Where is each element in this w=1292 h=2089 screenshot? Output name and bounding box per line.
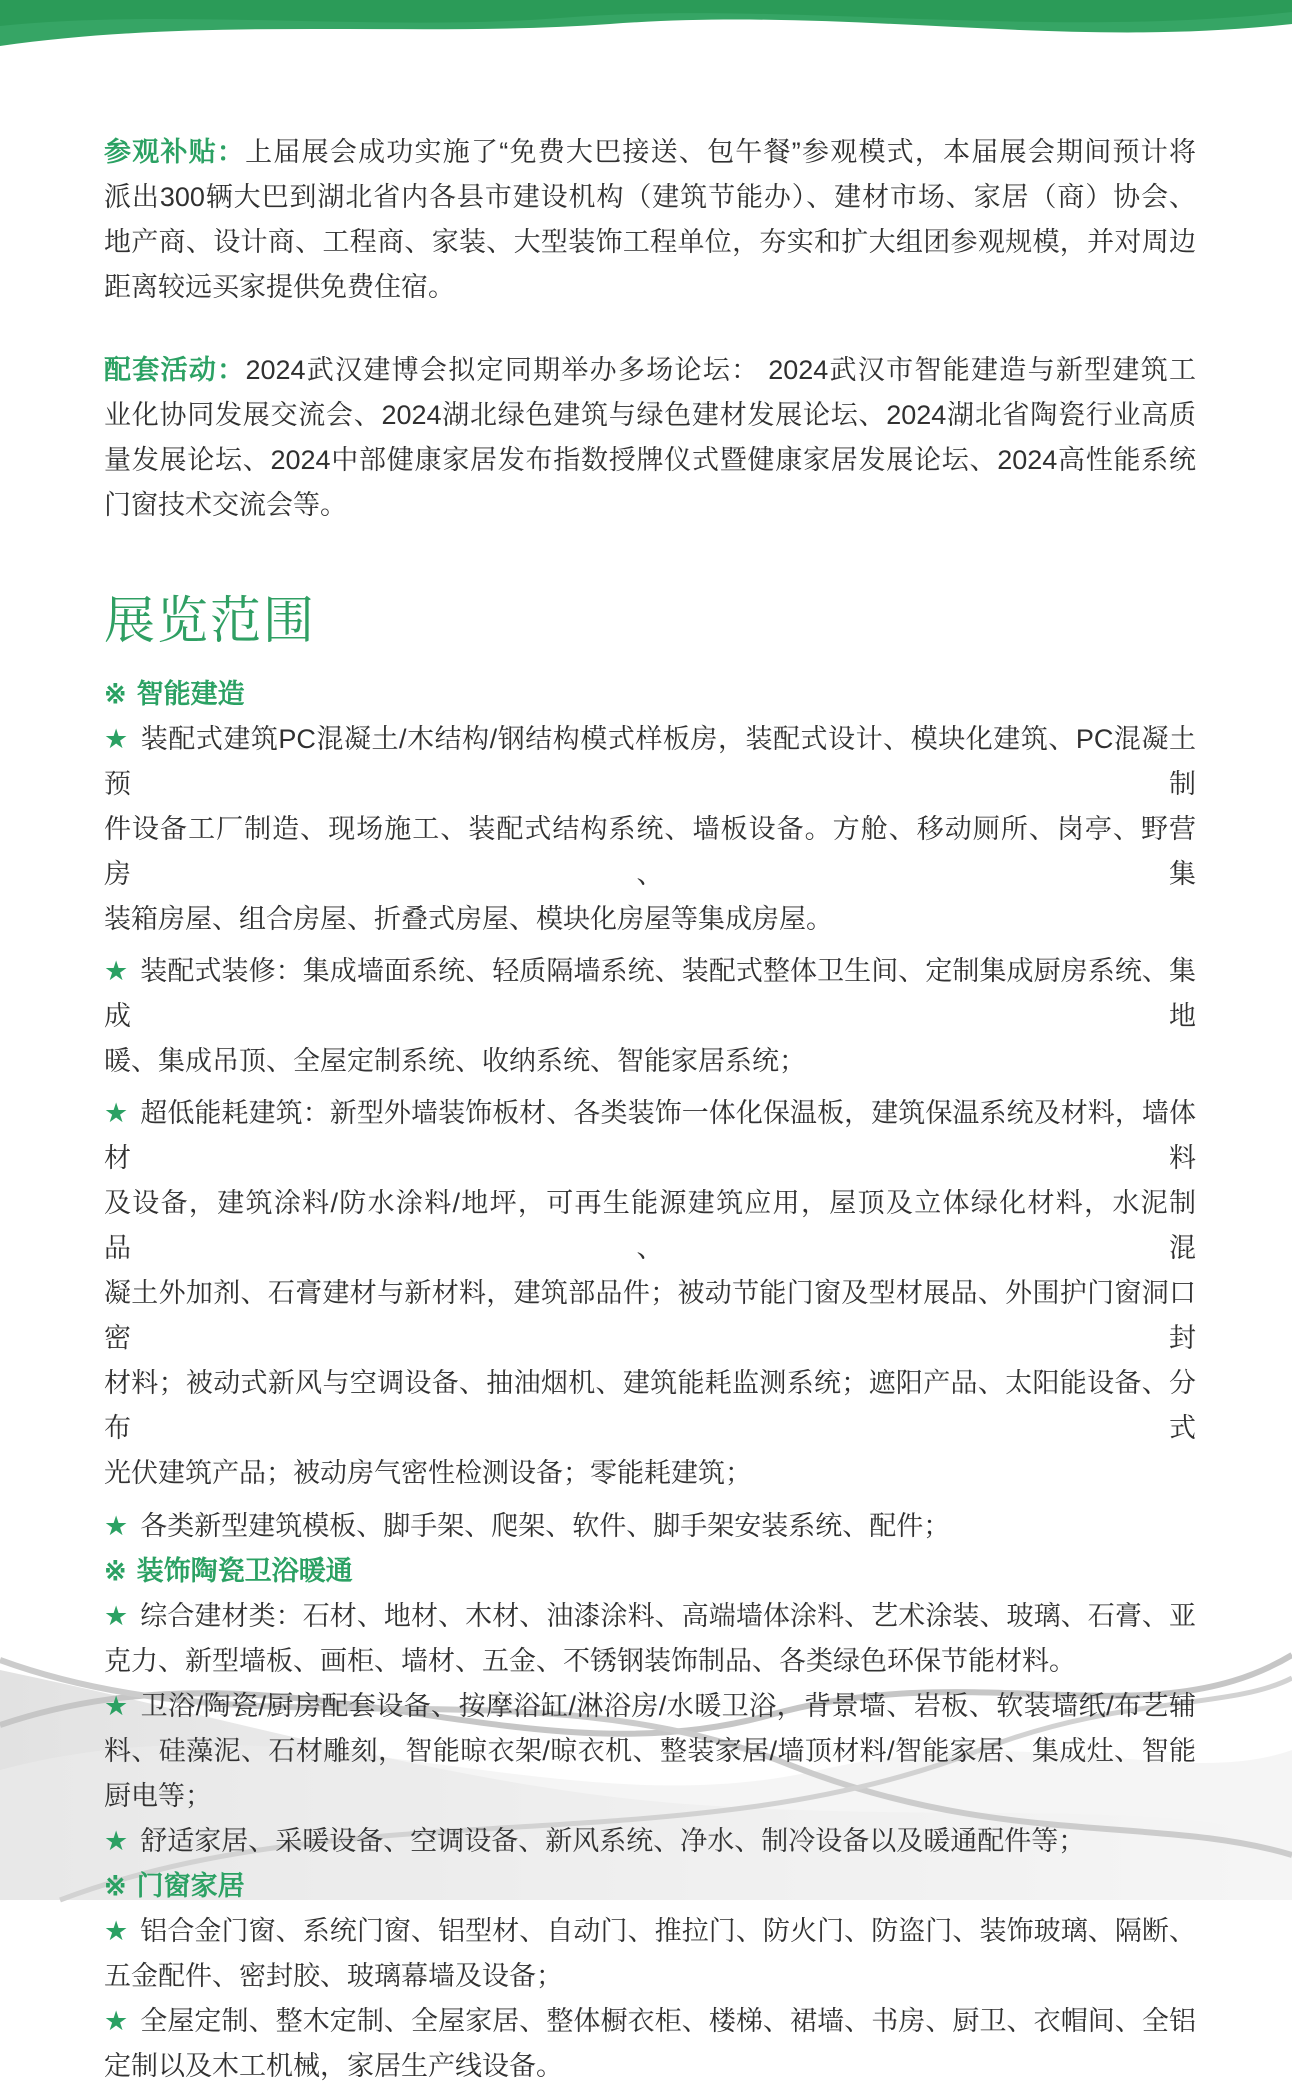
bullet-text: 超低能耗建筑：新型外墙装饰板材、各类装饰一体化保温板，建筑保温系统及材料，墙体材料 (104, 1098, 1196, 1173)
star-icon: ★ (104, 1601, 129, 1631)
bullet-text: 综合建材类：石材、地材、木材、油漆涂料、高端墙体涂料、艺术涂装、玻璃、石膏、亚 (140, 1601, 1196, 1631)
paragraph-line: 门窗技术交流会等。 (104, 490, 347, 520)
bullet-line: 及设备，建筑涂料/防水涂料/地坪，可再生能源建筑应用，屋顶及立体绿化材料，水泥制品、混 (104, 1188, 1196, 1263)
bullet-line: 装箱房屋、组合房屋、折叠式房屋、模块化房屋等集成房屋。 (104, 904, 833, 934)
bullet-line: 克力、新型墙板、画柜、墙材、五金、不锈钢装饰制品、各类绿色环保节能材料。 (104, 1646, 1076, 1676)
paragraph-line (104, 348, 1196, 393)
bullet-text: 卫浴/陶瓷/厨房配套设备、按摩浴缸/淋浴房/水暖卫浴，背景墙、岩板、软装墙纸/布艺辅 (140, 1691, 1196, 1721)
bullet-line: 光伏建筑产品；被动房气密性检测设备；零能耗建筑； (104, 1458, 752, 1488)
star-icon: ★ (104, 2006, 129, 2036)
bullet-item (104, 1909, 1196, 1999)
bullet-line: 件设备工厂制造、现场施工、装配式结构系统、墙板设备。方舱、移动厕所、岗亭、野营房、集 (104, 814, 1196, 889)
bullet-text: 各类新型建筑模板、脚手架、爬架、软件、脚手架安装系统、配件； (140, 1511, 951, 1541)
paragraph-line: 量发展论坛、2024中部健康家居发布指数授牌仪式暨健康家居发展论坛、2024高性能系统 (104, 445, 1196, 475)
paragraph-line (104, 130, 1196, 175)
bullet-line (104, 1594, 1196, 1639)
paragraph-line: 派出300辆大巴到湖北省内各县市建设机构（建筑节能办）、建材市场、家居（商）协会、 (104, 182, 1196, 212)
bullet-item (104, 1594, 1196, 1684)
category-title: 装饰陶瓷卫浴暖通 (136, 1556, 353, 1586)
bullet-item (104, 1504, 1196, 1549)
visit-subsidy-paragraph (104, 130, 1196, 310)
bullet-text: 全屋定制、整木定制、全屋家居、整体橱衣柜、楼梯、裙墙、书房、厨卫、衣帽间、全铝 (140, 2006, 1196, 2036)
bullet-line: 定制以及木工机械，家居生产线设备。 (104, 2051, 563, 2081)
star-icon: ★ (104, 1826, 129, 1856)
bullet-item (104, 1999, 1196, 2089)
star-icon: ★ (104, 1916, 129, 1946)
visit-subsidy-label: 参观补贴： (104, 137, 246, 167)
bullet-line (104, 1091, 1196, 1181)
bullet-line (104, 717, 1196, 807)
bullet-line: 暖、集成吊顶、全屋定制系统、收纳系统、智能家居系统； (104, 1046, 806, 1076)
star-icon: ★ (104, 1098, 129, 1128)
bullet-line: 厨电等； (104, 1781, 212, 1811)
bullet-line (104, 1684, 1196, 1729)
exhibit-scope-list (104, 672, 1196, 2089)
category-header-ceramics-sanitary-hvac (104, 1549, 1196, 1594)
paragraph-line: 地产商、设计商、工程商、家装、大型装饰工程单位，夯实和扩大组团参观规模，并对周边 (104, 227, 1196, 257)
page-title: 展览范围 (104, 592, 317, 649)
bullet-line (104, 949, 1196, 1039)
paragraph-line: 业化协同发展交流会、2024湖北绿色建筑与绿色建材发展论坛、2024湖北省陶瓷行业高质 (104, 400, 1196, 430)
star-icon: ★ (104, 1691, 129, 1721)
bullet-line: 材料；被动式新风与空调设备、抽油烟机、建筑能耗监测系统；遮阳产品、太阳能设备、分布式 (104, 1368, 1196, 1443)
bullet-line: 料、硅藻泥、石材雕刻，智能晾衣架/晾衣机、整装家居/墙顶材料/智能家居、集成灶、智能 (104, 1736, 1196, 1766)
paragraph-text: 上届展会成功实施了“免费大巴接送、包午餐”参观模式，本届展会期间预计将 (245, 137, 1196, 167)
section-marker-icon: ※ (104, 1871, 127, 1901)
supporting-events-label: 配套活动： (104, 355, 246, 385)
top-wave-decoration (0, 0, 1292, 58)
bullet-item (104, 717, 1196, 942)
bullet-item (104, 1819, 1196, 1864)
bullet-line: 五金配件、密封胶、玻璃幕墙及设备； (104, 1961, 563, 1991)
category-title: 门窗家居 (136, 1871, 245, 1901)
star-icon: ★ (104, 956, 129, 986)
star-icon: ★ (104, 1511, 129, 1541)
bullet-item (104, 949, 1196, 1084)
bullet-text: 铝合金门窗、系统门窗、铝型材、自动门、推拉门、防火门、防盗门、装饰玻璃、隔断、 (140, 1916, 1196, 1946)
section-marker-icon: ※ (104, 679, 127, 709)
bullet-line (104, 1504, 1196, 1549)
bullet-line (104, 1819, 1196, 1864)
category-title: 智能建造 (136, 679, 245, 709)
supporting-events-paragraph (104, 348, 1196, 528)
bullet-text: 装配式装修：集成墙面系统、轻质隔墙系统、装配式整体卫生间、定制集成厨房系统、集成地 (104, 956, 1196, 1031)
section-marker-icon: ※ (104, 1556, 127, 1586)
bullet-item (104, 1684, 1196, 1819)
category-header-doors-windows-home (104, 1864, 1196, 1909)
bullet-text: 装配式建筑PC混凝土/木结构/钢结构模式样板房，装配式设计、模块化建筑、PC混凝土预制 (104, 724, 1196, 799)
bullet-item (104, 1091, 1196, 1496)
star-icon: ★ (104, 724, 129, 754)
category-header-smart-construction (104, 672, 1196, 717)
bullet-text: 舒适家居、采暖设备、空调设备、新风系统、净水、制冷设备以及暖通配件等； (140, 1826, 1086, 1856)
bullet-line (104, 1909, 1196, 1954)
paragraph-line: 距离较远买家提供免费住宿。 (104, 272, 455, 302)
paragraph-text: 2024武汉建博会拟定同期举办多场论坛： 2024武汉市智能建造与新型建筑工 (245, 355, 1197, 385)
bullet-line: 凝土外加剂、石膏建材与新材料，建筑部品件；被动节能门窗及型材展品、外围护门窗洞口密封 (104, 1278, 1196, 1353)
bullet-line (104, 1999, 1196, 2044)
